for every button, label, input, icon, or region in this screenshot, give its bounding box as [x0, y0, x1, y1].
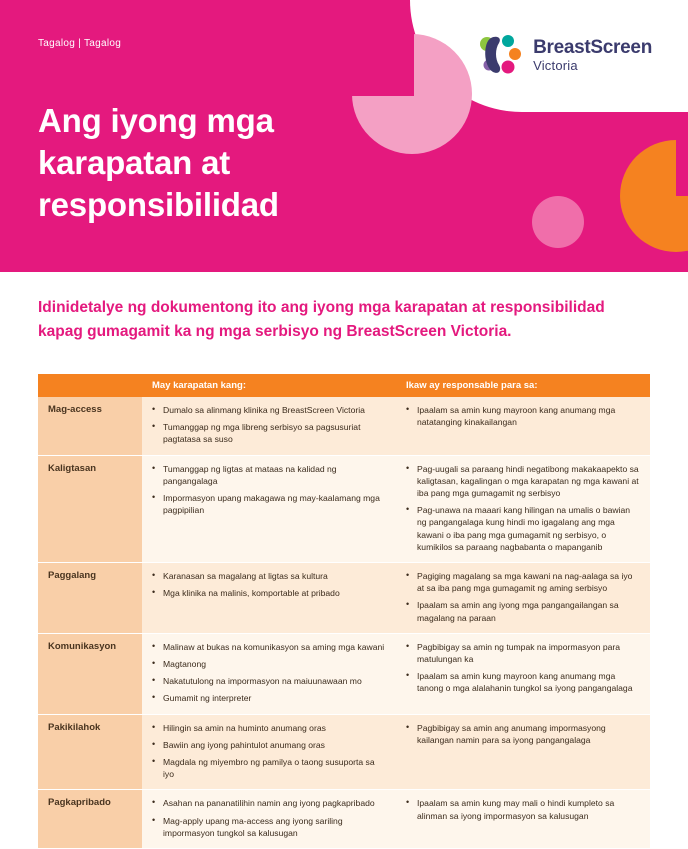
row-rights — [142, 397, 396, 455]
table-header — [38, 374, 650, 397]
list-item: • Tumanggap ng ligtas at mataas na kalidad ng pangangalaga — [152, 463, 386, 487]
table-body — [38, 397, 650, 849]
intro-paragraph: Idinidetalye ng dokumentong ito ang iyong mga karapatan at responsibilidad kapag gumagamit ka ng mga serbisyo ng BreastScreen Victoria. — [38, 299, 605, 340]
row-rights — [142, 714, 396, 790]
list-item: • Tumanggap ng mga libreng serbisyo sa pagsusuriat pagtatasa sa suso — [152, 421, 386, 445]
list-item: • Pag-unawa na maaari kang hilingan na umalis o bawian ng pangangalaga kung hindi mo igagalang ang mga kawani o iba pang mga gumagamit ng serbisyo, o kumikilos sa paraang nagbabanta o mapanganib — [406, 504, 640, 553]
breastscreen-victoria-logo-icon — [477, 32, 523, 78]
list-item: • Pag-uugali sa paraang hindi negatibong makakaapekto sa kaligtasan, kagalingan o mga karapatan ng mga kawani at iba pang mga gumagamit ng serbisyo — [406, 463, 640, 500]
row-category: Kaligtasan — [38, 455, 142, 562]
list-item: • Ipaalam sa amin kung may mali o hindi kumpleto sa alinman sa iyong impormasyon sa kalusugan — [406, 797, 640, 821]
brand-logo — [477, 32, 652, 78]
row-responsibilities-list — [406, 641, 640, 695]
list-item: • Magtanong — [152, 658, 386, 670]
list-item: • Impormasyon upang makagawa ng may-kaalamang mga pagpipilian — [152, 492, 386, 516]
row-rights-list — [152, 463, 386, 517]
header-orange-circle-mask — [676, 140, 688, 196]
row-rights — [142, 563, 396, 634]
list-item: • Hilingin sa amin na huminto anumang oras — [152, 722, 386, 734]
row-category: Paggalang — [38, 563, 142, 634]
row-responsibilities — [396, 714, 650, 790]
brand-name — [533, 38, 652, 72]
row-responsibilities — [396, 790, 650, 849]
page-header — [0, 0, 688, 272]
list-item: • Dumalo sa alinmang klinika ng BreastScreen Victoria — [152, 404, 386, 416]
list-item: • Mga klinika na malinis, komportable at pribado — [152, 587, 386, 599]
list-item: • Ipaalam sa amin ang iyong mga pangangailangan sa magalang na paraan — [406, 599, 640, 623]
row-rights-list — [152, 404, 386, 446]
table-row — [38, 790, 650, 849]
row-category: Pagkapribado — [38, 790, 142, 849]
column-header-rights: May karapatan kang: — [142, 374, 396, 397]
row-rights — [142, 790, 396, 849]
list-item: • Asahan na pananatilihin namin ang iyong pagkapribado — [152, 797, 386, 809]
list-item: • Mag-apply upang ma-access ang iyong sariling impormasyon tungkol sa kalusugan — [152, 815, 386, 839]
row-responsibilities-list — [406, 797, 640, 821]
list-item: • Malinaw at bukas na komunikasyon sa aming mga kawani — [152, 641, 386, 653]
row-responsibilities — [396, 633, 650, 714]
row-responsibilities-list — [406, 404, 640, 428]
row-responsibilities — [396, 397, 650, 455]
table-row — [38, 714, 650, 790]
list-item: • Karanasan sa magalang at ligtas sa kultura — [152, 570, 386, 582]
page-title: Ang iyong mga karapatan at responsibilidad — [38, 102, 279, 223]
rights-responsibilities-table — [38, 374, 650, 849]
brand-name-line2: Victoria — [533, 58, 578, 73]
row-rights-list — [152, 570, 386, 599]
list-item: • Nakatutulong na impormasyon na maiuunawaan mo — [152, 675, 386, 687]
table-row — [38, 455, 650, 562]
row-rights — [142, 455, 396, 562]
language-label: Tagalog | Tagalog — [38, 38, 122, 49]
list-item: • Gumamit ng interpreter — [152, 692, 386, 704]
row-category: Pakikilahok — [38, 714, 142, 790]
header-pink-circle-shape — [532, 196, 584, 248]
row-rights-list — [152, 797, 386, 839]
table-row — [38, 633, 650, 714]
list-item: • Pagbibigay sa amin ng tumpak na impormasyon para matulungan ka — [406, 641, 640, 665]
list-item: • Pagiging magalang sa mga kawani na nag-aalaga sa iyo at sa iba pang mga gumagamit ng aming serbisyo — [406, 570, 640, 594]
header-pink-arc-mask — [352, 34, 414, 96]
row-responsibilities — [396, 455, 650, 562]
table-header-row — [38, 374, 650, 397]
row-rights — [142, 633, 396, 714]
table-row — [38, 563, 650, 634]
table-row — [38, 397, 650, 455]
list-item: • Pagbibigay sa amin ang anumang impormasyong kailangan namin para sa iyong pangangalaga — [406, 722, 640, 746]
row-rights-list — [152, 722, 386, 781]
list-item: • Magdala ng miyembro ng pamilya o taong susuporta sa iyo — [152, 756, 386, 780]
brand-name-line1: BreastScreen — [533, 37, 652, 58]
row-responsibilities-list — [406, 463, 640, 553]
row-responsibilities-list — [406, 722, 640, 746]
list-item: • Bawiin ang iyong pahintulot anumang oras — [152, 739, 386, 751]
row-responsibilities-list — [406, 570, 640, 624]
column-header-responsibilities: Ikaw ay responsable para sa: — [396, 374, 650, 397]
row-responsibilities — [396, 563, 650, 634]
list-item: • Ipaalam sa amin kung mayroon kang anumang mga tanong o mga alalahanin tungkol sa iyong pangangalaga — [406, 670, 640, 694]
row-category: Mag-access — [38, 397, 142, 455]
column-header-category — [38, 374, 142, 397]
row-rights-list — [152, 641, 386, 705]
row-category: Komunikasyon — [38, 633, 142, 714]
list-item: • Ipaalam sa amin kung mayroon kang anumang mga natatanging kinakailangan — [406, 404, 640, 428]
